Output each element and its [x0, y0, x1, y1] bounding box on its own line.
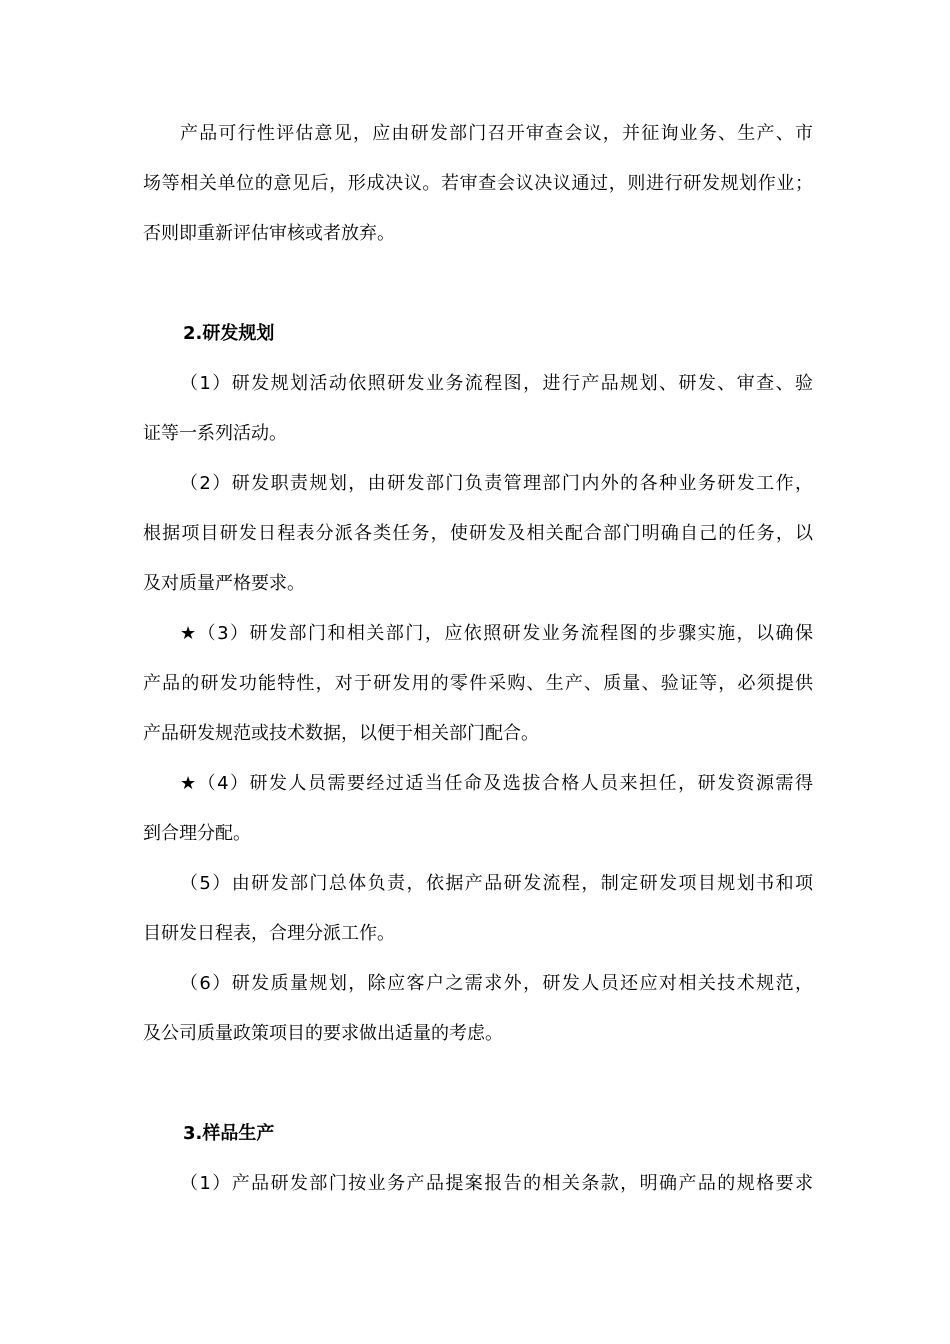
section-2-item-5-line-1: （5）由研发部门总体负责，依据产品研发流程，制定研发项目规划书和项 — [180, 873, 813, 894]
section-2-item-2-line-2: 根据项目研发日程表分派各类任务，使研发及相关配合部门明确自己的任务，以 — [143, 523, 813, 544]
section-2-item-5-line-2: 目研发日程表，合理分派工作。 — [143, 923, 395, 944]
section-2-item-1-line-2: 证等一系列活动。 — [143, 423, 287, 444]
section-2-item-3-line-2: 产品的研发功能特性，对于研发用的零件采购、生产、质量、验证等，必须提供 — [143, 673, 813, 694]
section-2-item-1-line-1: （1）研发规划活动依照研发业务流程图，进行产品规划、研发、审查、验 — [180, 373, 813, 394]
section-2-item-2-line-1: （2）研发职责规划，由研发部门负责管理部门内外的各种业务研发工作， — [180, 473, 813, 494]
section-2-item-4-line-2: 到合理分配。 — [143, 823, 251, 844]
section-2-item-6-line-1: （6）研发质量规划，除应客户之需求外，研发人员还应对相关技术规范， — [180, 973, 813, 994]
section-2-item-2-line-3: 及对质量严格要求。 — [143, 573, 305, 594]
intro-line-2: 场等相关单位的意见后，形成决议。若审查会议决议通过，则进行研发规划作业； — [143, 173, 813, 194]
intro-line-3: 否则即重新评估审核或者放弃。 — [143, 223, 395, 244]
section-2-item-6-line-2: 及公司质量政策项目的要求做出适量的考虑。 — [143, 1023, 503, 1044]
section-3-item-1-line-1: （1）产品研发部门按业务产品提案报告的相关条款，明确产品的规格要求 — [180, 1173, 813, 1194]
section-2-item-3-line-3: 产品研发规范或技术数据，以便于相关部门配合。 — [143, 723, 539, 744]
section-2-heading: 2.研发规划 — [183, 323, 275, 344]
section-2-item-3-line-1: ★（3）研发部门和相关部门，应依照研发业务流程图的步骤实施，以确保 — [180, 623, 813, 644]
intro-line-1: 产品可行性评估意见，应由研发部门召开审查会议，并征询业务、生产、市 — [180, 123, 813, 144]
section-2-item-4-line-1: ★（4）研发人员需要经过适当任命及选拔合格人员来担任，研发资源需得 — [180, 773, 813, 794]
section-3-heading: 3.样品生产 — [183, 1123, 275, 1144]
